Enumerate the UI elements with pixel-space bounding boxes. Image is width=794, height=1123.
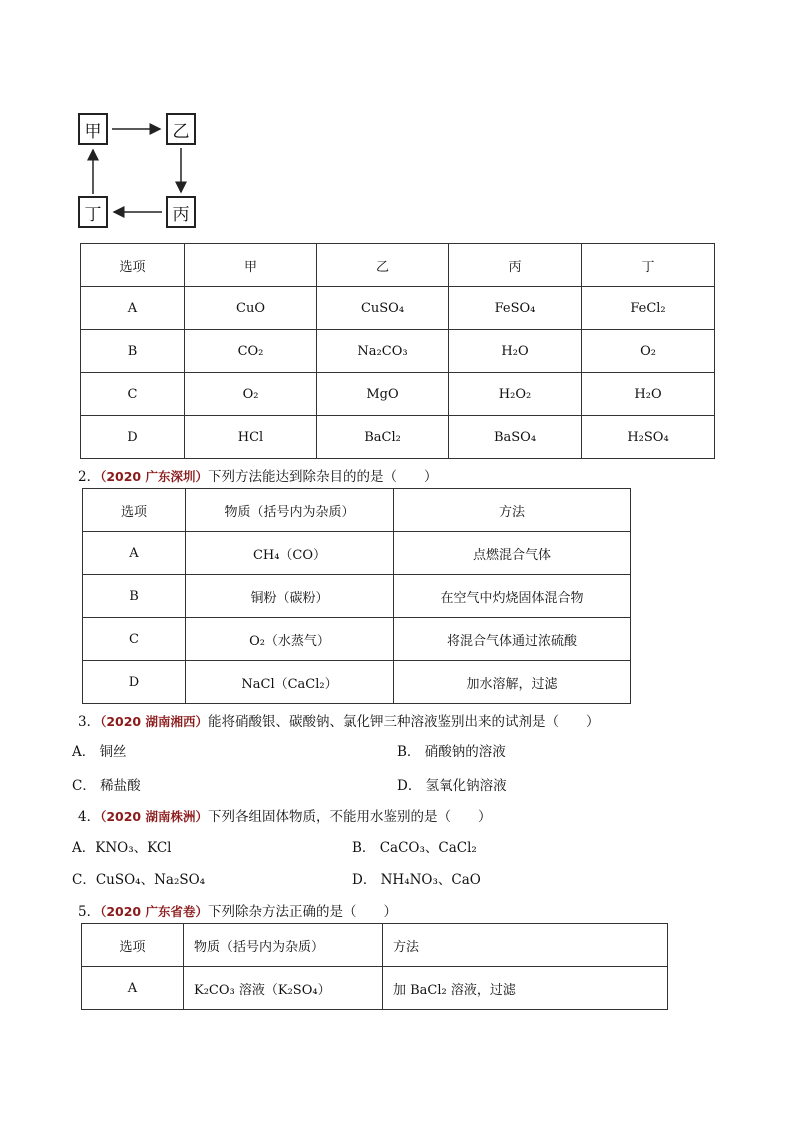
header-cell: 选项 <box>82 924 184 967</box>
header-cell: 丙 <box>449 244 582 287</box>
option-d: D． NH₄NO₃、CaO <box>352 872 481 888</box>
header-cell: 方法 <box>383 924 668 967</box>
option-d: D． 氢氧化钠溶液 <box>397 778 507 794</box>
table-q2 <box>82 488 631 704</box>
table-cell: A <box>83 532 186 575</box>
table-cell: H₂O <box>582 373 715 416</box>
question-text: 下列各组固体物质，不能用水鉴别的是（ ） <box>208 809 492 825</box>
table-cell: CO₂ <box>185 330 317 373</box>
table-cell: A <box>82 967 184 1010</box>
header-cell: 甲 <box>185 244 317 287</box>
question-source: （2020 湖南湘西） <box>100 714 208 729</box>
node-yi: 乙 <box>166 113 196 145</box>
table-cell: D <box>81 416 185 459</box>
table-cell: K₂CO₃ 溶液（K₂SO₄） <box>184 967 383 1010</box>
table-header-row <box>81 244 715 287</box>
header-cell: 选项 <box>83 489 186 532</box>
table-q5 <box>81 923 668 1010</box>
header-cell: 物质（括号内为杂质） <box>186 489 394 532</box>
node-bing: 丙 <box>166 196 196 228</box>
flow-diagram <box>78 112 202 230</box>
question-source: （2020 湖南株洲） <box>100 809 208 824</box>
option-a: A．KNO₃、KCl <box>72 840 172 856</box>
question-2 <box>78 465 438 485</box>
header-cell: 丁 <box>582 244 715 287</box>
table-row <box>83 618 631 661</box>
table-cell: Na₂CO₃ <box>317 330 449 373</box>
table-cell: BaCl₂ <box>317 416 449 459</box>
table-cell: CuO <box>185 287 317 330</box>
header-cell: 乙 <box>317 244 449 287</box>
table-cell: 加水溶解，过滤 <box>394 661 631 704</box>
table-cell: 铜粉（碳粉） <box>186 575 394 618</box>
table-cell: H₂SO₄ <box>582 416 715 459</box>
table-cell: CuSO₄ <box>317 287 449 330</box>
table-row <box>83 532 631 575</box>
table-row <box>81 287 715 330</box>
node-jia: 甲 <box>78 113 108 145</box>
question-5 <box>78 900 397 920</box>
table-cell: NaCl（CaCl₂） <box>186 661 394 704</box>
question-4 <box>78 805 492 825</box>
table-cell: 在空气中灼烧固体混合物 <box>394 575 631 618</box>
table-cell: O₂ <box>185 373 317 416</box>
question-source: （2020 广东省卷） <box>100 904 208 919</box>
table-cell: FeCl₂ <box>582 287 715 330</box>
table-cell: O₂（水蒸气） <box>186 618 394 661</box>
table-cell: B <box>81 330 185 373</box>
question-number: 4． <box>78 809 101 825</box>
table-row <box>81 373 715 416</box>
table-cell: H₂O <box>449 330 582 373</box>
question-text: 下列方法能达到除杂目的的是（ ） <box>208 469 438 485</box>
table-cell: D <box>83 661 186 704</box>
table-row <box>83 661 631 704</box>
table-cell: FeSO₄ <box>449 287 582 330</box>
header-cell: 方法 <box>394 489 631 532</box>
option-c: C． 稀盐酸 <box>72 778 141 794</box>
table-row <box>82 967 668 1010</box>
table-cell: 加 BaCl₂ 溶液，过滤 <box>383 967 668 1010</box>
node-ding: 丁 <box>78 196 108 228</box>
table-cell: C <box>83 618 186 661</box>
table-cell: B <box>83 575 186 618</box>
table-cell: C <box>81 373 185 416</box>
table-cell: CH₄（CO） <box>186 532 394 575</box>
table-header-row <box>82 924 668 967</box>
option-a: A． 铜丝 <box>72 744 127 760</box>
header-cell: 物质（括号内为杂质） <box>184 924 383 967</box>
table-cell: MgO <box>317 373 449 416</box>
table-cell: 将混合气体通过浓硫酸 <box>394 618 631 661</box>
question-3 <box>78 710 600 730</box>
option-b: B． CaCO₃、CaCl₂ <box>352 840 477 856</box>
table-cell: BaSO₄ <box>449 416 582 459</box>
table-cell: A <box>81 287 185 330</box>
header-cell: 选项 <box>81 244 185 287</box>
question-source: （2020 广东深圳） <box>100 469 208 484</box>
question-text: 下列除杂方法正确的是（ ） <box>208 904 397 920</box>
table-cell: HCl <box>185 416 317 459</box>
table-cell: O₂ <box>582 330 715 373</box>
table-cell: 点燃混合气体 <box>394 532 631 575</box>
table-cell: H₂O₂ <box>449 373 582 416</box>
table-row <box>81 416 715 459</box>
option-b: B． 硝酸钠的溶液 <box>397 744 506 760</box>
table-row <box>83 575 631 618</box>
question-number: 2． <box>78 469 101 485</box>
question-number: 3． <box>78 714 101 730</box>
table-header-row <box>83 489 631 532</box>
table-1 <box>80 243 715 459</box>
option-c: C．CuSO₄、Na₂SO₄ <box>72 872 206 888</box>
question-number: 5． <box>78 904 101 920</box>
question-text: 能将硝酸银、碳酸钠、氯化钾三种溶液鉴别出来的试剂是（ ） <box>208 714 600 730</box>
table-row <box>81 330 715 373</box>
